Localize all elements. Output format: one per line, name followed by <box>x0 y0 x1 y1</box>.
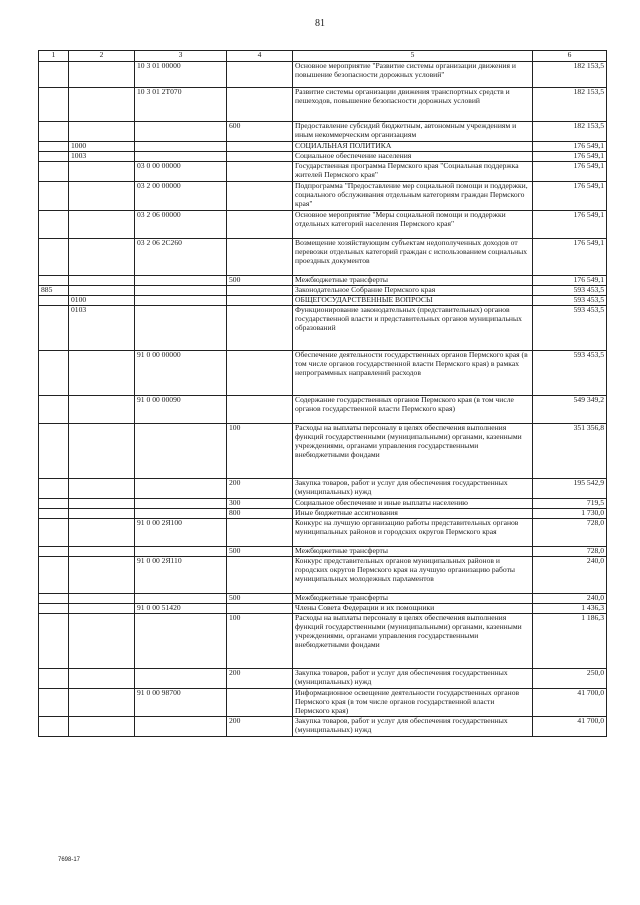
cell-section-code <box>69 88 135 122</box>
table-row <box>39 689 607 717</box>
column-header: 5 <box>293 51 533 62</box>
cell-admin-code <box>39 296 69 306</box>
cell-section-code <box>69 211 135 239</box>
cell-expense-type-code <box>227 519 293 547</box>
cell-section-code <box>69 557 135 594</box>
cell-admin-code <box>39 669 69 689</box>
cell-expense-type-code <box>227 152 293 162</box>
cell-expense-type-code <box>227 296 293 306</box>
cell-expense-type-code: 200 <box>227 717 293 737</box>
cell-admin-code <box>39 557 69 594</box>
cell-section-code <box>69 182 135 211</box>
cell-section-code: 0100 <box>69 296 135 306</box>
cell-expense-type-code: 500 <box>227 276 293 286</box>
cell-section-code <box>69 276 135 286</box>
cell-amount: 176 549,1 <box>533 239 607 276</box>
cell-target-code: 91 0 00 51420 <box>135 604 227 614</box>
table-row <box>39 594 607 604</box>
cell-item-name: Предоставление субсидий бюджетным, автономным учреждениям и иным некоммерческим организациям <box>293 122 533 142</box>
cell-target-code <box>135 306 227 351</box>
document-footer-code: 7698-17 <box>58 857 81 863</box>
cell-amount: 240,0 <box>533 557 607 594</box>
cell-section-code <box>69 669 135 689</box>
cell-amount: 1 436,3 <box>533 604 607 614</box>
cell-target-code: 91 0 00 98700 <box>135 689 227 717</box>
cell-amount: 182 153,5 <box>533 62 607 88</box>
cell-target-code <box>135 547 227 557</box>
table-row <box>39 351 607 396</box>
cell-amount: 351 356,8 <box>533 424 607 479</box>
cell-item-name: СОЦИАЛЬНАЯ ПОЛИТИКА <box>293 142 533 152</box>
table-row <box>39 396 607 424</box>
cell-expense-type-code: 600 <box>227 122 293 142</box>
cell-admin-code <box>39 479 69 499</box>
cell-section-code <box>69 479 135 499</box>
cell-amount: 593 453,5 <box>533 351 607 396</box>
cell-amount: 176 549,1 <box>533 162 607 182</box>
table-row <box>39 296 607 306</box>
cell-target-code: 03 0 00 00000 <box>135 162 227 182</box>
cell-section-code: 1000 <box>69 142 135 152</box>
cell-admin-code <box>39 547 69 557</box>
cell-section-code <box>69 594 135 604</box>
cell-item-name: Закупка товаров, работ и услуг для обеспечения государственных (муниципальных) нужд <box>293 717 533 737</box>
cell-item-name: Конкурс на лучшую организацию работы представительных органов муниципальных районов и городских округов Пермского края <box>293 519 533 547</box>
cell-target-code <box>135 594 227 604</box>
cell-admin-code <box>39 152 69 162</box>
cell-item-name: Основное мероприятие "Развитие системы организации движения и повышение безопасности дорожных условий" <box>293 62 533 88</box>
header-row <box>39 51 607 62</box>
cell-admin-code <box>39 182 69 211</box>
cell-admin-code: 885 <box>39 286 69 296</box>
table-row <box>39 614 607 669</box>
cell-section-code <box>69 689 135 717</box>
cell-item-name: Основное мероприятие "Меры социальной помощи и поддержки отдельных категорий населения Пермского края" <box>293 211 533 239</box>
cell-section-code <box>69 424 135 479</box>
cell-amount: 182 153,5 <box>533 88 607 122</box>
cell-amount: 176 549,1 <box>533 211 607 239</box>
table-row <box>39 239 607 276</box>
cell-amount: 41 700,0 <box>533 717 607 737</box>
cell-item-name: Обеспечение деятельности государственных органов Пермского края (в том числе органов государственной власти Пермского края) в рамках непрограммных направлений расходов <box>293 351 533 396</box>
cell-amount: 182 153,5 <box>533 122 607 142</box>
table-row <box>39 62 607 88</box>
cell-admin-code <box>39 62 69 88</box>
cell-item-name: Межбюджетные трансферты <box>293 547 533 557</box>
cell-admin-code <box>39 239 69 276</box>
table-body <box>39 62 607 737</box>
table-row <box>39 306 607 351</box>
table-row <box>39 547 607 557</box>
table-row <box>39 182 607 211</box>
cell-amount: 1 730,0 <box>533 509 607 519</box>
cell-expense-type-code <box>227 306 293 351</box>
cell-expense-type-code: 200 <box>227 479 293 499</box>
cell-target-code: 91 0 00 00000 <box>135 351 227 396</box>
cell-section-code: 0103 <box>69 306 135 351</box>
cell-expense-type-code <box>227 162 293 182</box>
cell-section-code <box>69 717 135 737</box>
cell-expense-type-code <box>227 557 293 594</box>
cell-admin-code <box>39 519 69 547</box>
table-row <box>39 519 607 547</box>
cell-item-name: Социальное обеспечение населения <box>293 152 533 162</box>
cell-section-code <box>69 239 135 276</box>
cell-expense-type-code <box>227 351 293 396</box>
cell-admin-code <box>39 396 69 424</box>
cell-item-name: Функционирование законодательных (представительных) органов государственной власти и представительных органов муниципальных образований <box>293 306 533 351</box>
cell-target-code <box>135 122 227 142</box>
cell-amount: 719,5 <box>533 499 607 509</box>
table-row <box>39 211 607 239</box>
cell-section-code: 1003 <box>69 152 135 162</box>
cell-target-code: 10 3 01 00000 <box>135 62 227 88</box>
table-row <box>39 499 607 509</box>
cell-admin-code <box>39 594 69 604</box>
cell-amount: 176 549,1 <box>533 182 607 211</box>
cell-admin-code <box>39 717 69 737</box>
cell-amount: 41 700,0 <box>533 689 607 717</box>
cell-item-name: Содержание государственных органов Пермского края (в том числе органов государственной власти Пермского края) <box>293 396 533 424</box>
cell-expense-type-code <box>227 142 293 152</box>
table-row <box>39 717 607 737</box>
cell-expense-type-code <box>227 211 293 239</box>
column-header: 3 <box>135 51 227 62</box>
budget-table <box>38 50 607 737</box>
cell-amount: 176 549,1 <box>533 142 607 152</box>
cell-item-name: Закупка товаров, работ и услуг для обеспечения государственных (муниципальных) нужд <box>293 479 533 499</box>
cell-target-code: 91 0 00 00090 <box>135 396 227 424</box>
table-row <box>39 604 607 614</box>
cell-item-name: Члены Совета Федерации и их помощники <box>293 604 533 614</box>
cell-target-code: 91 0 00 2Я110 <box>135 557 227 594</box>
cell-target-code <box>135 669 227 689</box>
cell-target-code <box>135 152 227 162</box>
cell-amount: 195 542,9 <box>533 479 607 499</box>
cell-section-code <box>69 351 135 396</box>
cell-admin-code <box>39 499 69 509</box>
cell-amount: 240,0 <box>533 594 607 604</box>
table-row <box>39 162 607 182</box>
table-row <box>39 509 607 519</box>
cell-item-name: Межбюджетные трансферты <box>293 276 533 286</box>
column-header: 1 <box>39 51 69 62</box>
cell-target-code <box>135 286 227 296</box>
cell-expense-type-code: 100 <box>227 424 293 479</box>
cell-item-name: Социальное обеспечение и иные выплаты населению <box>293 499 533 509</box>
cell-admin-code <box>39 122 69 142</box>
cell-amount: 176 549,1 <box>533 276 607 286</box>
cell-item-name: Закупка товаров, работ и услуг для обеспечения государственных (муниципальных) нужд <box>293 669 533 689</box>
cell-section-code <box>69 614 135 669</box>
cell-admin-code <box>39 604 69 614</box>
cell-item-name: Развитие системы организации движения транспортных средств и пешеходов, повышение безопасности дорожных условий <box>293 88 533 122</box>
cell-target-code <box>135 424 227 479</box>
cell-section-code <box>69 122 135 142</box>
table-row <box>39 286 607 296</box>
table-row <box>39 424 607 479</box>
cell-item-name: Конкурс представительных органов муниципальных районов и городских округов Пермского края на лучшую организацию работы муниципальных молодежных парламентов <box>293 557 533 594</box>
cell-item-name: Расходы на выплаты персоналу в целях обеспечения выполнения функций государственными (муниципальными) органами, казенными учреждениями, органами управления государственными внебюджетными фондами <box>293 424 533 479</box>
cell-admin-code <box>39 306 69 351</box>
cell-item-name: ОБЩЕГОСУДАРСТВЕННЫЕ ВОПРОСЫ <box>293 296 533 306</box>
cell-item-name: Расходы на выплаты персоналу в целях обеспечения выполнения функций государственными (муниципальными) органами, казенными учреждениями, органами управления государственными внебюджетными фондами <box>293 614 533 669</box>
cell-target-code <box>135 509 227 519</box>
cell-section-code <box>69 62 135 88</box>
page-number: 81 <box>315 18 325 29</box>
cell-expense-type-code <box>227 286 293 296</box>
cell-section-code <box>69 604 135 614</box>
cell-target-code <box>135 276 227 286</box>
table-row <box>39 479 607 499</box>
cell-expense-type-code: 500 <box>227 594 293 604</box>
cell-amount: 593 453,5 <box>533 286 607 296</box>
cell-admin-code <box>39 211 69 239</box>
cell-expense-type-code <box>227 182 293 211</box>
cell-expense-type-code <box>227 239 293 276</box>
table-row <box>39 152 607 162</box>
cell-section-code <box>69 499 135 509</box>
cell-expense-type-code: 800 <box>227 509 293 519</box>
cell-amount: 250,0 <box>533 669 607 689</box>
cell-section-code <box>69 162 135 182</box>
column-header: 6 <box>533 51 607 62</box>
cell-target-code: 10 3 01 2Т070 <box>135 88 227 122</box>
cell-amount: 593 453,5 <box>533 296 607 306</box>
cell-expense-type-code <box>227 62 293 88</box>
cell-amount: 176 549,1 <box>533 152 607 162</box>
table-row <box>39 88 607 122</box>
cell-amount: 593 453,5 <box>533 306 607 351</box>
cell-expense-type-code <box>227 604 293 614</box>
cell-amount: 728,0 <box>533 519 607 547</box>
cell-item-name: Межбюджетные трансферты <box>293 594 533 604</box>
cell-admin-code <box>39 276 69 286</box>
cell-admin-code <box>39 142 69 152</box>
table-row <box>39 276 607 286</box>
cell-admin-code <box>39 509 69 519</box>
cell-target-code <box>135 499 227 509</box>
cell-amount: 1 186,3 <box>533 614 607 669</box>
cell-item-name: Государственная программа Пермского края "Социальная поддержка жителей Пермского края" <box>293 162 533 182</box>
cell-section-code <box>69 396 135 424</box>
cell-target-code <box>135 296 227 306</box>
table-row <box>39 142 607 152</box>
cell-section-code <box>69 547 135 557</box>
cell-expense-type-code: 300 <box>227 499 293 509</box>
cell-target-code <box>135 614 227 669</box>
cell-expense-type-code: 500 <box>227 547 293 557</box>
cell-amount: 728,0 <box>533 547 607 557</box>
column-header: 2 <box>69 51 135 62</box>
table-row <box>39 122 607 142</box>
cell-expense-type-code <box>227 689 293 717</box>
table-header <box>39 51 607 62</box>
cell-item-name: Подпрограмма "Предоставление мер социальной помощи и поддержки, социального обслуживания отдельным категориям граждан Пермского края" <box>293 182 533 211</box>
cell-admin-code <box>39 351 69 396</box>
cell-admin-code <box>39 88 69 122</box>
cell-target-code: 03 2 06 2С260 <box>135 239 227 276</box>
table-row <box>39 557 607 594</box>
cell-admin-code <box>39 689 69 717</box>
column-header: 4 <box>227 51 293 62</box>
cell-section-code <box>69 509 135 519</box>
cell-expense-type-code: 200 <box>227 669 293 689</box>
cell-target-code: 91 0 00 2Я100 <box>135 519 227 547</box>
cell-section-code <box>69 286 135 296</box>
cell-admin-code <box>39 424 69 479</box>
cell-item-name: Иные бюджетные ассигнования <box>293 509 533 519</box>
cell-admin-code <box>39 614 69 669</box>
cell-target-code: 03 2 06 00000 <box>135 211 227 239</box>
cell-expense-type-code: 100 <box>227 614 293 669</box>
cell-item-name: Возмещение хозяйствующим субъектам недополученных доходов от перевозки отдельных категорий граждан с использованием социальных проездных документов <box>293 239 533 276</box>
cell-amount: 549 349,2 <box>533 396 607 424</box>
cell-target-code <box>135 479 227 499</box>
cell-admin-code <box>39 162 69 182</box>
cell-item-name: Законодательное Собрание Пермского края <box>293 286 533 296</box>
cell-expense-type-code <box>227 88 293 122</box>
cell-target-code <box>135 142 227 152</box>
cell-target-code: 03 2 00 00000 <box>135 182 227 211</box>
cell-target-code <box>135 717 227 737</box>
cell-item-name: Информационное освещение деятельности государственных органов Пермского края (в том числе органов государственной власти Пермского края) <box>293 689 533 717</box>
table-row <box>39 669 607 689</box>
cell-expense-type-code <box>227 396 293 424</box>
cell-section-code <box>69 519 135 547</box>
